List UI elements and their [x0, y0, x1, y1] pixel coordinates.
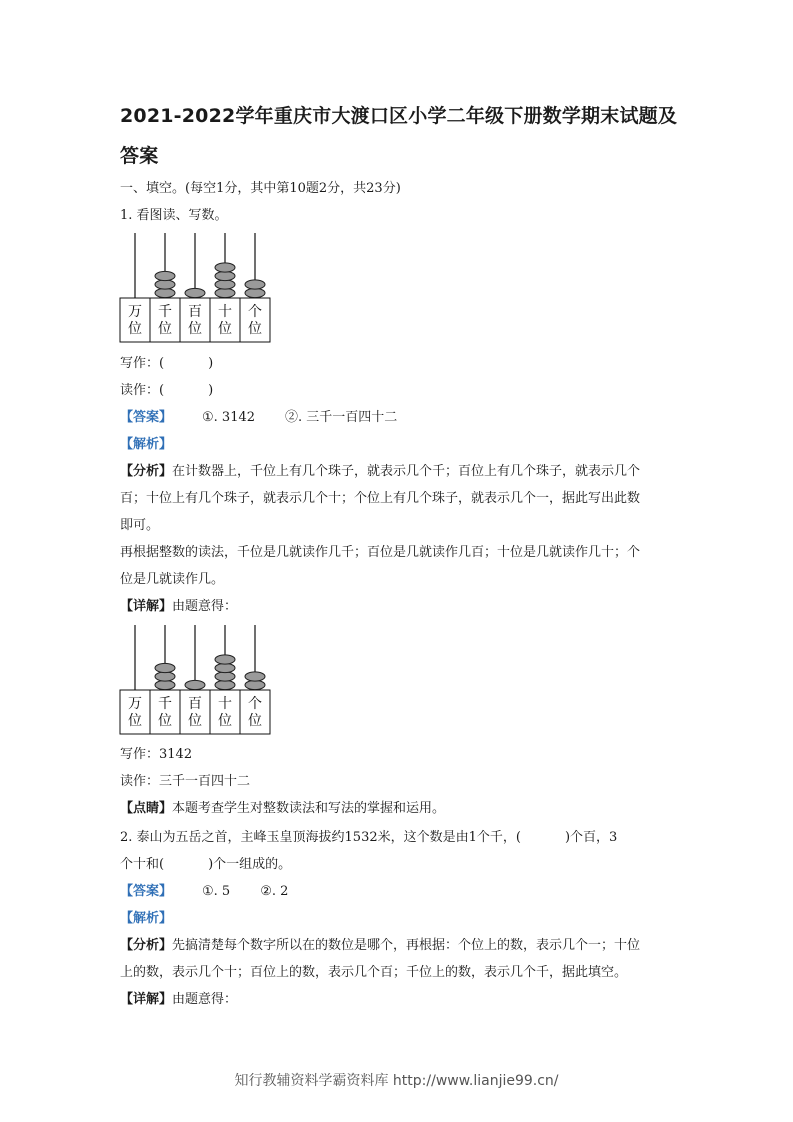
abacus-place-label: 位 — [158, 713, 172, 729]
abacus-bead — [215, 663, 235, 672]
abacus-place-label: 千 — [158, 304, 172, 320]
abacus-bead — [215, 672, 235, 681]
section-heading: 一、填空。(每空1分，其中第10题2分，共23分) — [120, 181, 401, 196]
q1-analysis-tag — [120, 436, 680, 454]
q2-analysis-tag — [120, 910, 680, 928]
abacus-place-label: 千 — [158, 696, 172, 712]
abacus-bead — [245, 288, 265, 297]
abacus-bead — [155, 271, 175, 280]
abacus-place-label: 十 — [218, 696, 232, 712]
abacus-bead — [215, 280, 235, 289]
q1-fenxi-line-1 — [120, 463, 680, 481]
abacus-bead — [215, 655, 235, 664]
q2-answer-line — [120, 883, 680, 901]
q1-answer-line — [120, 409, 680, 427]
document-title: 2021-2022学年重庆市大渡口区小学二年级下册数学期末试题及答案 — [120, 105, 678, 167]
detail-tag: 【详解】 — [120, 599, 173, 614]
abacus-bead — [245, 680, 265, 689]
abacus-bead — [155, 288, 175, 297]
question-1-stem: 1. 看图读、写数。 — [120, 208, 228, 223]
abacus-bead — [155, 280, 175, 289]
abacus-place-label: 位 — [188, 321, 202, 337]
abacus-place-label: 十 — [218, 304, 232, 320]
q2-stem-d: )个一组成的。 — [208, 857, 292, 872]
q2-stem-a: 2. 泰山为五岳之首，主峰玉皇顶海拔约1532米，这个数是由1个千，( — [120, 830, 521, 845]
q2-fenxi-text: 先搞清楚每个数字所以在的数位是哪个，再根据：个位上的数，表示几个一；十位 — [172, 938, 641, 953]
abacus-bead — [155, 663, 175, 672]
abacus-place-label: 百 — [188, 304, 202, 320]
abacus-figure-question — [118, 228, 278, 346]
abacus-place-label: 位 — [248, 321, 262, 337]
answer-1: ①. 3142 — [202, 410, 256, 425]
q1-detail-line — [120, 598, 680, 616]
abacus-place-label: 个 — [248, 304, 262, 320]
fenxi-tag: 【分析】 — [120, 464, 173, 479]
abacus-figure-answer — [118, 620, 278, 738]
abacus-place-label: 万 — [128, 304, 142, 320]
q2-stem-b: )个百，3 — [564, 830, 618, 845]
detail-text: 由题意得： — [172, 599, 238, 614]
q2-stem-c: 个十和( — [120, 857, 165, 872]
abacus-bead — [215, 288, 235, 297]
q2-detail-line — [120, 991, 680, 1009]
abacus-bead — [215, 680, 235, 689]
q1-fenxi-line-2: 百；十位上有几个珠子，就表示几个十；个位上有几个珠子，就表示几个一，据此写出此数 — [120, 491, 641, 506]
abacus-place-label: 位 — [188, 713, 202, 729]
write-close-paren: ) — [208, 356, 214, 371]
answer-2: ②. 三千一百四十二 — [285, 410, 398, 425]
abacus-bead — [245, 280, 265, 289]
read-prompt — [120, 382, 680, 400]
abacus-place-label: 位 — [218, 321, 232, 337]
abacus-place-label: 百 — [188, 696, 202, 712]
read-close-paren: ) — [208, 383, 214, 398]
abacus-bead — [155, 680, 175, 689]
abacus-place-label: 位 — [128, 321, 142, 337]
q2-fenxi-line-2: 上的数，表示几个十；百位上的数，表示几个百；千位上的数，表示几个千，据此填空。 — [120, 965, 628, 980]
question-2-stem-line-1 — [120, 829, 680, 847]
q1-fenxi-line-4: 再根据整数的读法，千位是几就读作几千；百位是几就读作几百；十位是几就读作几十；个 — [120, 545, 641, 560]
q2-answer-1: ①. 5 — [202, 884, 231, 899]
q1-fenxi-line-3: 即可。 — [120, 518, 160, 533]
q2-detail-tag: 【详解】 — [120, 992, 173, 1007]
q1-fenxi-line-5: 位是几就读作几。 — [120, 572, 225, 587]
abacus-place-label: 位 — [158, 321, 172, 337]
abacus-bead — [215, 271, 235, 280]
question-2-stem-line-2 — [120, 856, 680, 874]
dianjing-tag: 【点睛】 — [120, 801, 173, 816]
footer-watermark: 知行教辅资料学霸资料库 http://www.lianjie99.cn/ — [234, 1073, 559, 1089]
abacus-bead — [185, 288, 205, 297]
q1-dianjing-line — [120, 800, 680, 818]
q2-detail-text: 由题意得： — [172, 992, 238, 1007]
write-prompt — [120, 355, 680, 373]
read-label: 读作：( — [120, 383, 165, 398]
abacus-bead — [155, 672, 175, 681]
write-answer: 写作：3142 — [120, 747, 193, 762]
q2-fenxi-line-1 — [120, 937, 680, 955]
write-label: 写作：( — [120, 356, 165, 371]
answer-tag: 【答案】 — [120, 410, 173, 425]
q2-fenxi-tag: 【分析】 — [120, 938, 173, 953]
q2-answer-tag: 【答案】 — [120, 884, 173, 899]
abacus-bead — [245, 672, 265, 681]
abacus-place-label: 个 — [248, 696, 262, 712]
abacus-bead — [185, 680, 205, 689]
fenxi-text: 在计数器上，千位上有几个珠子，就表示几个千；百位上有几个珠子，就表示几个 — [172, 464, 641, 479]
read-answer: 读作：三千一百四十二 — [120, 774, 251, 789]
dianjing-text: 本题考查学生对整数读法和写法的掌握和运用。 — [172, 801, 446, 816]
q2-answer-2: ②. 2 — [260, 884, 289, 899]
abacus-place-label: 位 — [218, 713, 232, 729]
abacus-bead — [215, 263, 235, 272]
q2-analysis-tag-text: 【解析】 — [120, 911, 173, 926]
analysis-tag: 【解析】 — [120, 437, 173, 452]
abacus-place-label: 位 — [248, 713, 262, 729]
abacus-place-label: 万 — [128, 696, 142, 712]
abacus-place-label: 位 — [128, 713, 142, 729]
